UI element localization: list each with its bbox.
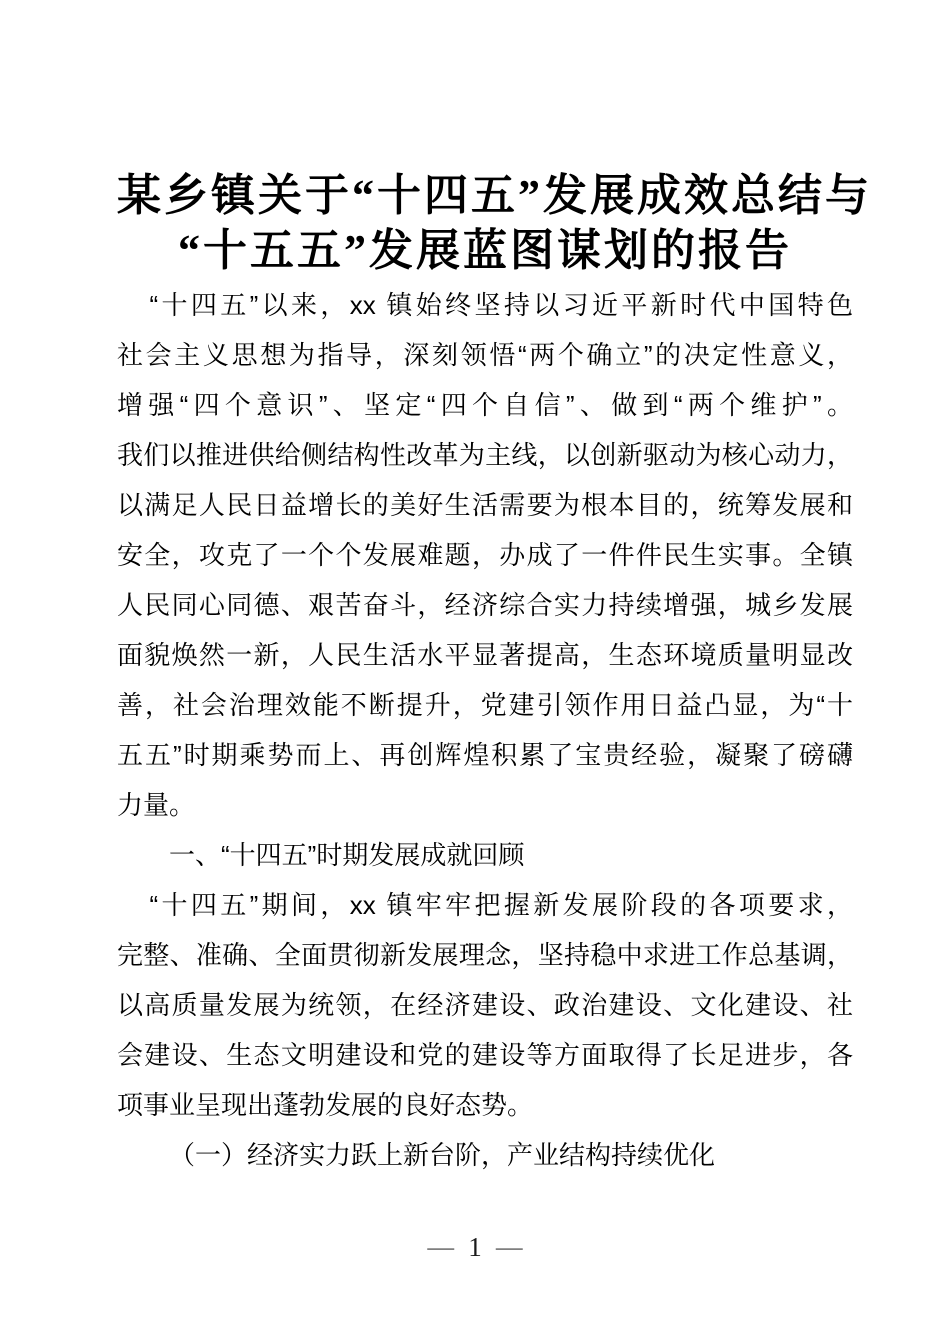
footer-dash-left: —: [427, 1232, 455, 1262]
paragraph-line: 以高质量发展为统领，在经济建设、政治建设、文化建设、社: [117, 990, 853, 1020]
paragraph-line: 会建设、生态文明建设和党的建设等方面取得了长足进步，各: [117, 1040, 853, 1070]
paragraph-line: “十四五”期间，xx 镇牢牢把握新发展阶段的各项要求，: [149, 890, 853, 920]
paragraph-line: 我们以推进供给侧结构性改革为主线，以创新驱动为核心动力，: [117, 440, 853, 470]
paragraph-line: 项事业呈现出蓬勃发展的良好态势。: [117, 1090, 534, 1120]
paragraph-line: 社会主义思想为指导，深刻领悟“两个确立”的决定性意义，: [117, 340, 853, 370]
paragraph-line: 增强“四个意识”、坚定“四个自信”、做到“两个维护”。: [117, 390, 853, 420]
section-heading: （一）经济实力跃上新台阶，产业结构持续优化: [169, 1140, 716, 1170]
title-line: “十五五”发展蓝图谋划的报告: [178, 226, 792, 275]
paragraph-line: 安全，攻克了一个个发展难题，办成了一件件民生实事。全镇: [117, 540, 853, 570]
paragraph-line: 人民同心同德、艰苦奋斗，经济综合实力持续增强，城乡发展: [117, 590, 853, 620]
paragraph-line: 五五”时期乘势而上、再创辉煌积累了宝贵经验，凝聚了磅礴: [117, 740, 853, 770]
document-content: [117, 0, 872, 1180]
footer-dash-right: —: [495, 1232, 523, 1262]
title-line: 某乡镇关于“十四五”发展成效总结与: [117, 171, 872, 220]
paragraph-line: 面貌焕然一新，人民生活水平显著提高，生态环境质量明显改: [117, 640, 853, 670]
paragraph-line: 完整、准确、全面贯彻新发展理念，坚持稳中求进工作总基调，: [117, 940, 853, 970]
document-body: [117, 280, 853, 1180]
section-heading: 一、“十四五”时期发展成就回顾: [169, 840, 525, 870]
page-number: 1: [468, 1232, 482, 1262]
page-footer: [0, 1232, 950, 1262]
paragraph-line: 善，社会治理效能不断提升，党建引领作用日益凸显，为“十: [117, 690, 853, 720]
paragraph-line: “十四五”以来，xx 镇始终坚持以习近平新时代中国特色: [149, 290, 853, 320]
paragraph-line: 以满足人民日益增长的美好生活需要为根本目的，统筹发展和: [117, 490, 853, 520]
document-title: [117, 0, 872, 278]
paragraph-line: 力量。: [117, 790, 196, 820]
